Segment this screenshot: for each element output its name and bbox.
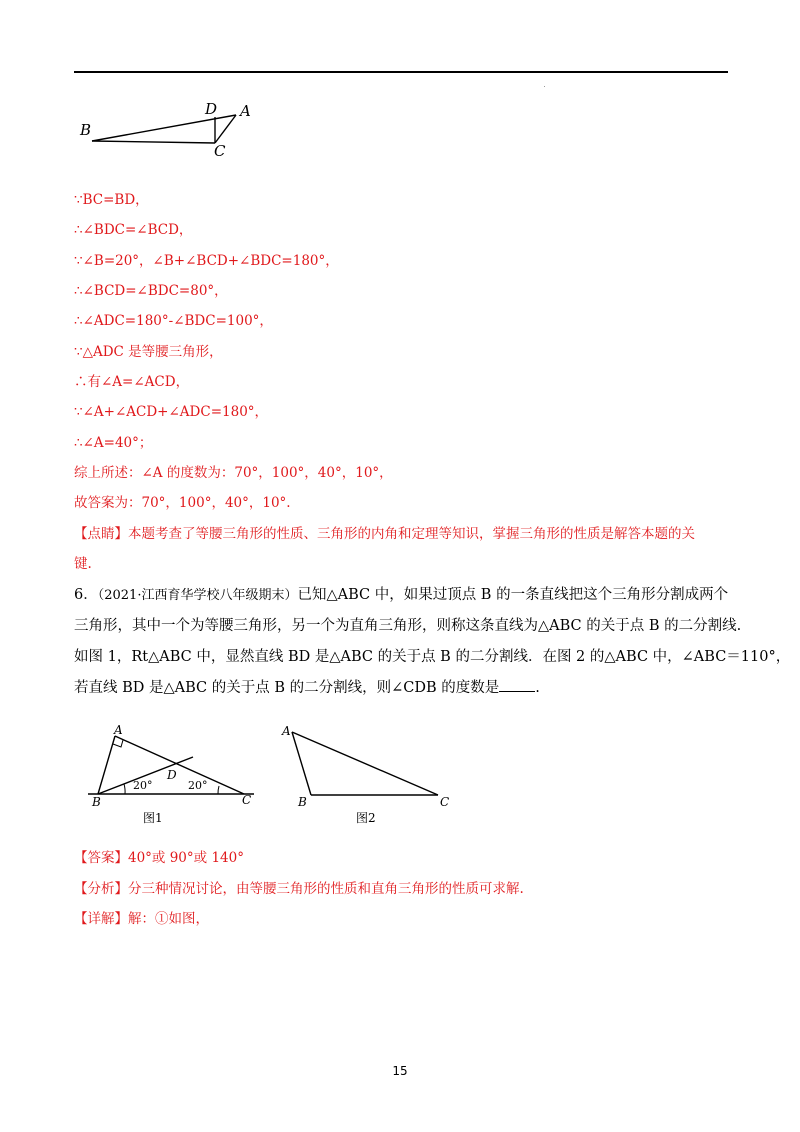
question-line-4	[74, 673, 734, 704]
solution-line-3: ∵∠B=20°，∠B+∠BCD+∠BDC=180°，	[74, 253, 339, 269]
question-number: 6．	[74, 587, 98, 603]
comment-text-1: 本题考查了等腰三角形的性质、三角形的内角和定理等知识，掌握三角形的性质是解答本题的关	[128, 526, 695, 542]
comment-line-2: 键.	[74, 556, 92, 572]
comment-tag: 【点睛】	[74, 526, 128, 542]
detail-text: 解：①如图，	[128, 911, 209, 927]
fig2-label-b: B	[298, 795, 307, 809]
solution-line-4: ∴∠BCD=∠BDC=80°，	[74, 283, 228, 299]
detail-line	[74, 909, 209, 929]
label-c: C	[214, 142, 226, 160]
fig1-label-d: D	[167, 768, 177, 782]
answer-tag: 【答案】	[74, 850, 128, 866]
header-dot	[544, 86, 545, 87]
label-a: A	[240, 102, 251, 120]
fig1-label-a: A	[114, 723, 123, 737]
solution-line-7: ∴有∠A=∠ACD，	[74, 374, 190, 390]
solution-line-10: 综上所述：∠A 的度数为：70°，100°，40°，10°，	[74, 465, 393, 481]
question-line-2: 三角形，其中一个为等腰三角形，另一个为直角三角形，则称这条直线为△ABC 的关于点 B 的二分割线.	[74, 618, 742, 634]
header-rule	[74, 71, 728, 73]
detail-tag: 【详解】	[74, 911, 128, 927]
solution-line-9: ∴∠A=40°；	[74, 435, 153, 451]
question-block	[74, 580, 791, 704]
figure-2	[278, 720, 458, 824]
question-line-4-text: 若直线 BD 是△ABC 的关于点 B 的二分割线，则∠CDB 的度数是	[74, 680, 500, 696]
solution-line-5: ∴∠ADC=180°-∠BDC=100°，	[74, 313, 273, 329]
label-d: D	[205, 100, 218, 118]
analysis-tag: 【分析】	[74, 881, 128, 897]
fig1-label-c: C	[242, 793, 252, 807]
answer-blank	[499, 679, 535, 692]
page-number: 15	[392, 1064, 408, 1078]
fig2-caption: 图2	[356, 811, 376, 824]
figure-1	[80, 722, 260, 826]
answer-line	[74, 848, 244, 868]
question-source: （2021·江西育华学校八年级期末）	[97, 588, 298, 603]
fig1-angle-c: 20°	[188, 779, 208, 792]
solution-line-2: ∴∠BDC=∠BCD，	[74, 222, 193, 238]
label-b: B	[80, 121, 92, 139]
solution-line-6: ∵△ADC 是等腰三角形，	[74, 344, 223, 360]
solution-line-11: 故答案为：70°，100°，40°，10°.	[74, 495, 291, 511]
question-line-1-text: 已知△ABC 中，如果过顶点 B 的一条直线把这个三角形分割成两个	[297, 587, 729, 603]
fig2-label-a: A	[282, 724, 291, 738]
solution-line-8: ∵∠A+∠ACD+∠ADC=180°，	[74, 404, 269, 420]
fig1-label-b: B	[92, 795, 101, 809]
question-line-4-end: .	[535, 680, 540, 696]
question-line-3: 如图 1，Rt△ABC 中，显然直线 BD 是△ABC 的关于点 B 的二分割线．在图 2 的△ABC 中，∠ABC＝110°，	[74, 649, 791, 665]
comment-line-1	[74, 524, 695, 544]
analysis-line	[74, 879, 524, 899]
answer-text: 40°或 90°或 140°	[128, 850, 244, 866]
fig2-label-c: C	[440, 795, 450, 809]
figure-triangle-bdac	[74, 96, 274, 166]
analysis-text: 分三种情况讨论，由等腰三角形的性质和直角三角形的性质可求解.	[128, 881, 524, 897]
question-line-1	[74, 580, 734, 611]
solution-line-1: ∵BC=BD，	[74, 192, 149, 208]
fig1-caption: 图1	[143, 811, 163, 825]
fig1-angle-b: 20°	[133, 779, 153, 792]
